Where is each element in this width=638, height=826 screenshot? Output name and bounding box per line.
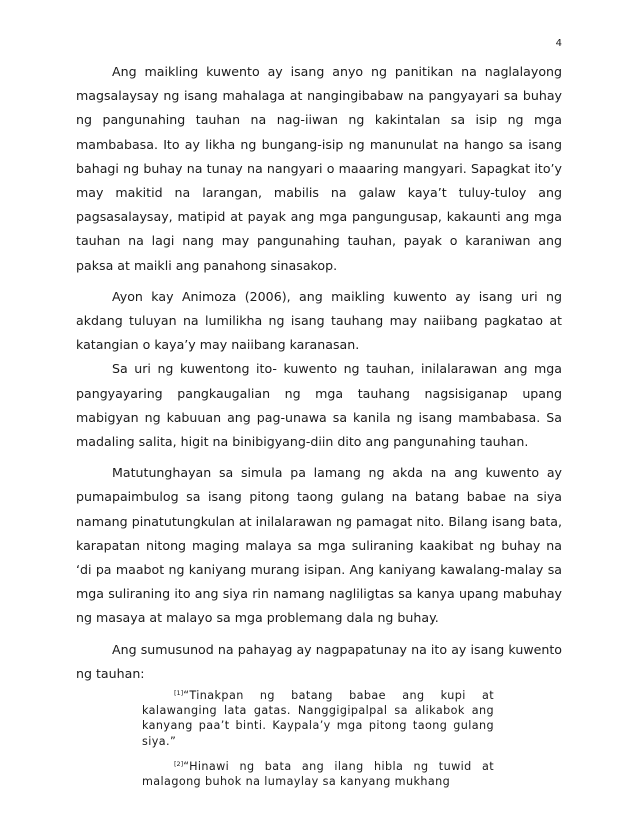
quote-marker: [1]	[174, 689, 184, 698]
page-number: 4	[555, 38, 562, 49]
paragraph-4: Matutunghayan sa simula pa lamang ng akda na ang kuwento ay pumapaimbulog sa isang pitong taong gulang na batang babae na siya namang pinatutungkulan at inilalarawan ng pamagat nito. Bilang isang bata, karapatan nitong maging malaya sa mga suliraning kaakibat ng buhay na ‘di pa maabot ng kaniyang murang isipan. Ang kaniyang kawalang-malay sa mga suliraning ito ang siya rin namang nagliligtas sa kanya upang mabuhay ng masaya at malayo sa mga problemang dala ng buhay.	[76, 465, 562, 626]
paragraph-2: Ayon kay Animoza (2006), ang maikling kuwento ay isang uri ng akdang tuluyan na lumilikha ng isang tauhang may naiibang pagkatao at katangian o kaya’y may naiibang karanasan.	[76, 288, 562, 353]
body-text	[76, 60, 562, 789]
quote-1	[142, 686, 494, 749]
quote-block	[142, 686, 494, 789]
quote-marker: [2]	[174, 759, 184, 768]
quote-text: “Tinakpan ng batang babae ang kupi at kalawanging lata gatas. Nanggigipalpal sa alikabok ang kanyang paa’t binti. Kaypala’y mga pitong taong gulang siya.”	[142, 689, 494, 748]
paragraph-5: Ang sumusunod na pahayag ay nagpapatunay na ito ay isang kuwento ng tauhan:	[76, 641, 562, 681]
paragraph-3: Sa uri ng kuwentong ito- kuwento ng tauhan, inilalarawan ang mga pangyayaring pangkaugalian ng mga tauhang nagsisiganap upang mabigyan ng kabuuan ang pag-unawa sa kanila ng isang mambabasa. Sa madaling salita, higit na binibigyang-diin dito ang pangunahing tauhan.	[76, 361, 562, 450]
quote-2	[142, 757, 494, 789]
quote-text: “Hinawi ng bata ang ilang hibla ng tuwid at malagong buhok na lumaylay sa kanyang mukhang	[142, 759, 494, 789]
paragraph-1: Ang maikling kuwento ay isang anyo ng panitikan na naglalayong magsalaysay ng isang mahalaga at nangingibabaw na pangyayari sa buhay ng pangunahing tauhan na nag-iiwan ng kakintalan sa isip ng mga mambabasa. Ito ay likha ng bungang-isip ng manunulat na hango sa isang bahagi ng buhay na tunay na nangyari o maaaring mangyari. Sapagkat ito’y may makitid na larangan, mabilis na galaw kaya’t tuluy-tuloy ang pagsasalaysay, matipid at payak ang mga pangungusap, kakaunti ang mga tauhan na lagi nang may pangunahing tauhan, payak o karaniwan ang paksa at maikli ang panahong sinasakop.	[76, 64, 562, 273]
